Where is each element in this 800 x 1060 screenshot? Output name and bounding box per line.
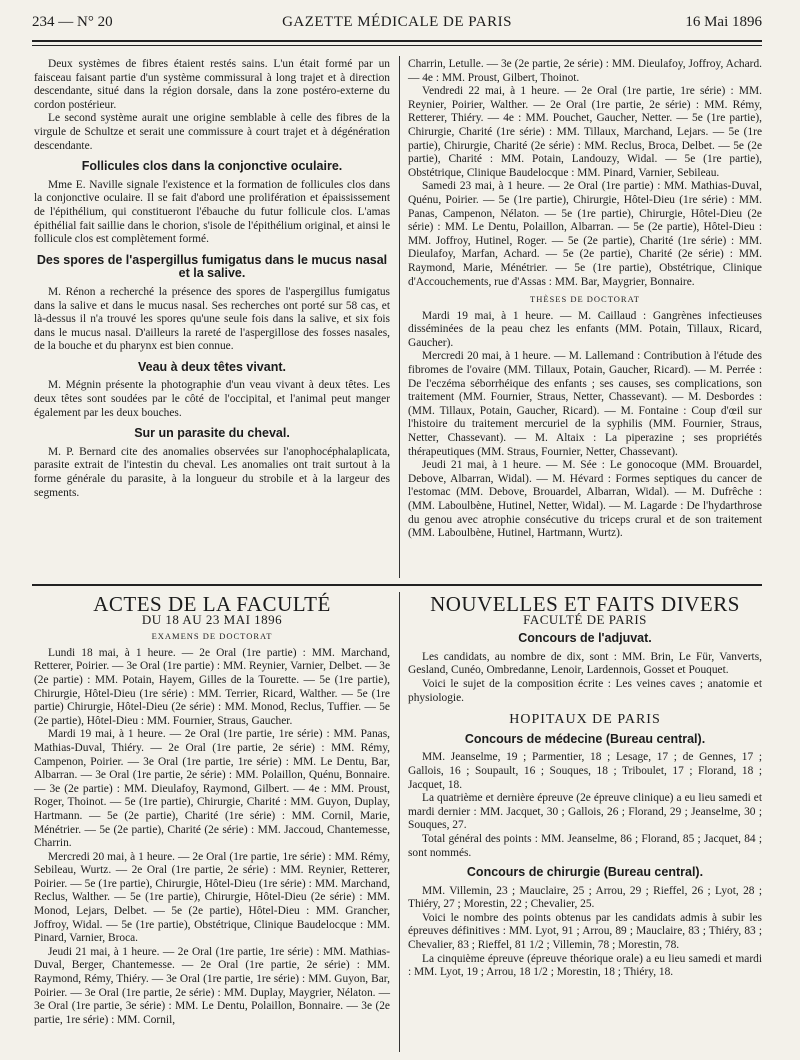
paragraph: Deux systèmes de fibres étaient restés sains. L'un était formé par un faisceau faisant partie d'un système commissural à long trajet et à direction descendante, situé dans la région dorsale, dans la zone postéro-externe du cordon postérieur. [34, 58, 390, 111]
journal-title: GAZETTE MÉDICALE DE PARIS [282, 14, 512, 30]
paragraph: Mardi 19 mai, à 1 heure. — M. Caillaud : Gangrènes infectieuses disséminées de la peau chez les enfants (MM. Potain, Tillaux, Ricard, Gaucher). [408, 309, 762, 349]
right-bottom-column [408, 592, 762, 980]
hospitals-title: HOPITAUX DE PARIS [509, 712, 661, 728]
paragraph: Lundi 18 mai, à 1 heure. — 2e Oral (1re partie) : MM. Marchand, Retterer, Poirier. — 3e Oral (1re partie) : MM. Reynier, Varnier, Delbet. — 3e (2e partie) : MM. Potain, Hayem, Gilles de la Tourette. — 5e (1re partie), Chirurgie, Hôtel-Dieu (1re série) : MM. Terrier, Ricard, Walther. — 5e (1re partie) Chirurgie, Hôtel-Dieu (2e série) : MM. Monod, Reclus, Tuffier. — 5e (2e partie), Hôtel-Dieu : MM. Fournier, Straus, Gaucher. [34, 646, 390, 727]
paragraph: Total général des points : MM. Jeanselme, 86 ; Florand, 85 ; Jacquet, 84 ; sont nommés. [408, 832, 762, 859]
paragraph: Voici le nombre des points obtenus par les candidats admis à subir les épreuves définitives : MM. Lyot, 91 ; Arrou, 89 ; Mauclaire, 83 ; Thiéry, 83 ; Chevalier, 83 ; Rieffel, 81 1/2 ; Villemin, 78 ; Morestin, 78. [408, 911, 762, 952]
section-title: Follicules clos dans la conjonctive oculaire. [81, 159, 343, 174]
column-divider-bottom [399, 592, 400, 1052]
paragraph: Mardi 19 mai, à 1 heure. — 2e Oral (1re partie, 1re série) : MM. Panas, Mathias-Duval, Thiéry. — 2e Oral (1re partie, 2e série) : MM. Rémy, Campenon, Poirier. — 3e Oral (1re partie, 1re série) : MM. Le Dentu, Bar, Albarran. — 3e Oral (1re partie, 2e série) : MM. Polaillon, Quénu, Bonnaire. — 3e (2e partie) : MM. Dieulafoy, Raymond, Gilbert. — 4e : MM. Proust, Roger, Thoinot. — 5e (1re partie), Chirurgie, Charité : MM. Guyon, Duplay, Hartmann. — 5e (2e partie), Charité (1re série) : MM. Cornil, Marie, Ménétrier. — 5e (2e partie), Charité (2e série) : MM. Jaccoud, Chantemesse, Charrin. [34, 728, 390, 850]
paragraph: La quatrième et dernière épreuve (2e épreuve clinique) a eu lieu samedi et mardi dernier : MM. Jacquet, 30 ; Gallois, 26 ; Florand, 29 ; Jeanselme, 30 ; Souques, 27. [408, 792, 762, 832]
paragraph: Mercredi 20 mai, à 1 heure. — M. Lallemand : Contribution à l'étude des fibromes de l'ovaire (MM. Tillaux, Potain, Gaucher, Ricard). — M. Perrée : De l'eczéma séborrhéique des enfants ; ses causes, ses complications, son traitement (MM. Fournier, Straus, Netter, Chassevant). — M. Desbordes : (MM. Tillaux, Potain, Gaucher, Ricard). — M. Fontaine : Coup d'œil sur l'histoire du traitement mercuriel de la syphilis (MM. Fournier, Straus, Netter, Chassevant). — M. Altaix : La piperazine ; ses propriétés thérapeutiques (MM. Straus, Fournier, Netter, Chassevant). [408, 350, 762, 458]
faculty-acts-dates: DU 18 AU 23 MAI 1896 [141, 611, 283, 627]
column-divider-top [399, 56, 400, 578]
paragraph: Voici le sujet de la composition écrite : Les veines caves ; anatomie et physiologie. [408, 677, 762, 704]
left-top-column [34, 58, 390, 500]
section-rule [32, 584, 762, 586]
paragraph: MM. Jeanselme, 19 ; Parmentier, 18 ; Lesage, 17 ; de Gennes, 17 ; Gallois, 16 ; Soupault, 16 ; Souques, 18 ; Triboulet, 17 ; Florand, 18 ; Jacquet, 18. [408, 751, 762, 791]
header-rule-thin [32, 45, 762, 46]
section-title: Concours de l'adjuvat. [518, 631, 652, 646]
paragraph: Samedi 23 mai, à 1 heure. — 2e Oral (1re partie) : MM. Mathias-Duval, Quénu, Poirier. — 5e (1re partie), Chirurgie, Hôtel-Dieu (1re série) : MM. Panas, Campenon, Nélaton. — 5e (1re partie), Chirurgie, Hôtel-Dieu (2e série) : MM. Le Dentu, Polaillon, Albarran. — 5e (2e partie), Hôtel-Dieu : MM. Joffroy, Hutinel, Roger. — 5e (2e partie), Charité (1re série) : MM. Dieulafoy, Marfan, Achard. — 5e (2e partie), Charité (2e série) : MM. Raymond, Marie, Ménétrier. — 5e (1re partie), Obstétrique, Clinique d'Accouchements, rue d'Assas : MM. Bar, Maygrier, Bonnaire. [408, 180, 762, 288]
paragraph: MM. Villemin, 23 ; Mauclaire, 25 ; Arrou, 29 ; Rieffel, 26 ; Lyot, 28 ; Thiéry, 27 ; Morestin, 22 ; Chevalier, 25. [408, 884, 762, 911]
issue-date: 16 Mai 1896 [685, 14, 762, 30]
paragraph: Vendredi 22 mai, à 1 heure. — 2e Oral (1re partie, 1re série) : MM. Reynier, Poirier, Walther. — 2e Oral (1re partie, 2e série) : MM. Rémy, Retterer, Thiéry. — 4e : MM. Pouchet, Gaucher, Netter. — 5e (1re partie), Chirurgie, Charité (1re série) : MM. Tillaux, Marchand, Lejars. — 5e (1re partie), Chirurgie, Charité (2e série) : MM. Reclus, Broca, Delbet. — 5e (2e partie), Charité : MM. Potain, Landouzy, Widal. — 5e (1re partie), Obstétrique, Clinique Baudelocque : MM. Pinard, Varnier, Sebileau. [408, 85, 762, 179]
page-number: 234 — N° 20 [32, 14, 113, 30]
section-title: Des spores de l'aspergillus fumigatus dans le mucus nasal et la salive. [36, 252, 388, 281]
page-header [32, 14, 762, 36]
news-title: NOUVELLES ET FAITS DIVERS [430, 592, 740, 616]
paragraph: M. Mégnin présente la photographie d'un veau vivant à deux têtes. Les deux têtes sont soudées par le côté de l'occipital, et l'animal peut manger également par les deux bouches. [34, 379, 390, 419]
paragraph: Mercredi 20 mai, à 1 heure. — 2e Oral (1re partie, 1re série) : MM. Rémy, Sebileau, Wurtz. — 2e Oral (1re partie, 2e série) : MM. Reynier, Retterer, Poirier. — 5e (1re partie), Chirurgie, Hôtel-Dieu (1re série) : MM. Marchand, Reclus, Walther. — 5e (1re partie), Chirurgie, Hôtel-Dieu (2e série) : MM. Monod, Lejars, Delbet. — 5e (2e partie), Hôtel-Dieu : MM. Grancher, Joffroy, Widal. — 5e (1re partie), Obstétrique, Clinique Baudelocque : MM. Pinard, Varnier, Broca. [34, 850, 390, 945]
exams-title: EXAMENS DE DOCTORAT [151, 631, 273, 642]
paragraph: Jeudi 21 mai, à 1 heure. — M. Sée : Le gonocoque (MM. Brouardel, Debove, Albarran, Widal). — M. Hévard : Formes septiques du cancer de l'estomac (MM. Debove, Brouardel, Albarran, Widal). — M. Dufrêche : (MM. Laboulbène, Hutinel, Netter, Widal). — M. Lagarde : De l'hydarthrose du genou avec atrophie consécutive du triceps crural et de son traitement (MM. Laboulbène, Hutinel, Hartmann, Wurtz). [408, 459, 762, 540]
paragraph: La cinquième épreuve (épreuve théorique orale) a eu lieu samedi et mardi : MM. Lyot, 19 ; Arrou, 18 1/2 ; Morestin, 18 ; Thiéry, 18. [408, 952, 762, 979]
paragraph: Les candidats, au nombre de dix, sont : MM. Brin, Le Für, Vanverts, Gesland, Cunéo, Ombredanne, Lenoir, Lardennois, Gosset et Pouquet. [408, 650, 762, 677]
paragraph: Le second système aurait une origine semblable à celle des fibres de la virgule de Schultze et serait une commissure à court trajet et à dégénération descendante. [34, 112, 390, 152]
section-title: Concours de chirurgie (Bureau central). [466, 865, 704, 880]
header-rule-thick [32, 40, 762, 42]
paragraph: Jeudi 21 mai, à 1 heure. — 2e Oral (1re partie, 1re série) : MM. Mathias-Duval, Berger, Chantemesse. — 2e Oral (1re partie, 2e série) : MM. Raymond, Rémy, Thiéry. — 3e Oral (1re partie, 1re série) : MM. Guyon, Bar, Poirier. — 3e Oral (1re partie, 2e série) : MM. Duplay, Maygrier, Nélaton. — 3e Oral (1re partie, 3e série) : MM. Le Dentu, Polaillon, Bonnaire. — 3e (2e partie, 1re série) : MM. Cornil, [34, 945, 390, 1026]
faculty-acts-title: ACTES DE LA FACULTÉ [93, 592, 331, 616]
paragraph: M. Rénon a recherché la présence des spores de l'aspergillus fumigatus dans la salive et dans le mucus nasal. Ses recherches ont porté sur 58 cas, et là-dessus il n'a trouvé les spores qu'une seule fois dans la salive, et six fois dans le mucus nasal. D'ailleurs la rareté de l'aspergillose des fosses nasales, de la bouche et du pharynx est bien connue. [34, 285, 390, 353]
right-top-column [408, 58, 762, 541]
paragraph: Charrin, Letulle. — 3e (2e partie, 2e série) : MM. Dieulafoy, Joffroy, Achard. — 4e : MM. Proust, Gilbert, Thoinot. [408, 58, 762, 84]
theses-title: THÈSES DE DOCTORAT [530, 294, 640, 305]
section-title: Sur un parasite du cheval. [134, 426, 290, 441]
paragraph: Mme E. Naville signale l'existence et la formation de follicules clos dans la conjonctive oculaire. Il se fait d'abord une prolifération et épaississement de l'épithélium, qui constitueront l'ébauche du futur follicule clos. L'amas épithélial fait saillie dans le chorion, s'isole de l'épithélium original, et ainsi le follicule clos est complètement formé. [34, 178, 390, 246]
left-bottom-column [34, 592, 390, 1027]
section-title: Veau à deux têtes vivant. [138, 359, 286, 374]
paragraph: M. P. Bernard cite des anomalies observées sur l'anophocéphalaplicata, parasite extrait de l'intestin du cheval. Les anomalies ont trait surtout à la forme générale du parasite, à la longueur du strobile et à la largeur des segments. [34, 445, 390, 499]
news-subtitle: FACULTÉ DE PARIS [523, 611, 647, 627]
section-title: Concours de médecine (Bureau central). [464, 731, 706, 746]
